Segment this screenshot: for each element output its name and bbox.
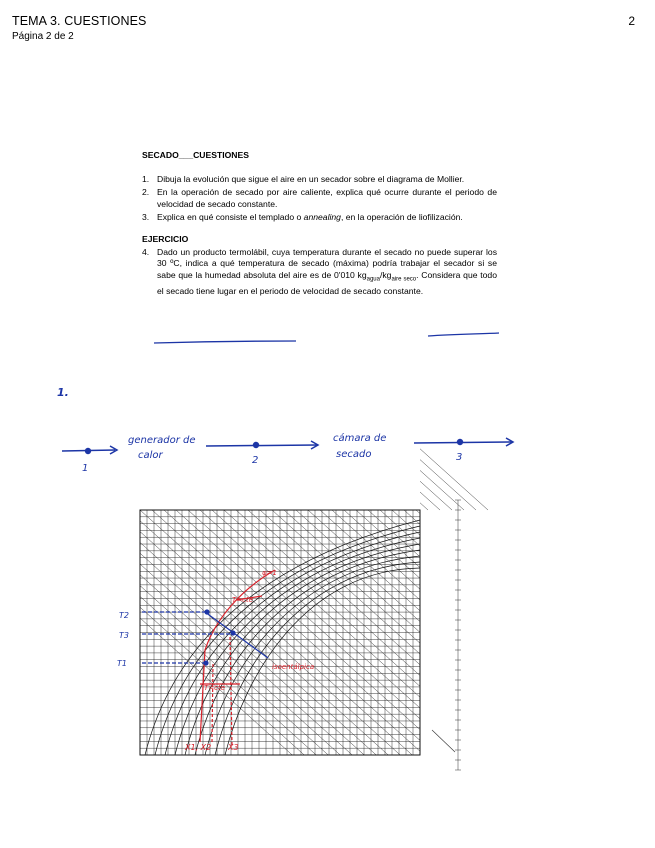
state-point bbox=[203, 660, 208, 665]
answer-number: 1. bbox=[57, 386, 69, 399]
mollier-diagram-image bbox=[132, 449, 488, 772]
state-point bbox=[253, 442, 259, 448]
underline-mark bbox=[154, 341, 296, 343]
exercise-text-part: . Considera que todo el secado tiene lugar en el periodo de velocidad de secado constante. bbox=[157, 269, 497, 297]
question-number: 3. bbox=[142, 212, 150, 223]
question-text: Dibuja la evolución que sigue el aire en un secador sobre el diagrama de Mollier. bbox=[157, 173, 465, 184]
page-header-title: TEMA 3. CUESTIONES bbox=[12, 14, 147, 28]
process-flow-diagram bbox=[62, 432, 513, 474]
question-text-part: , en la operación de liofilización. bbox=[340, 212, 463, 223]
state-label: 1 bbox=[82, 463, 89, 474]
page-indicator: Página 2 de 2 bbox=[12, 31, 74, 42]
exercise-title: EJERCICIO bbox=[142, 233, 189, 244]
section-title: SECADO___CUESTIONES bbox=[142, 150, 249, 160]
process-label: isoentálpica bbox=[272, 663, 315, 671]
red-label: φ=1 bbox=[262, 569, 277, 577]
question-text: En la operación de secado por aire caliente, explica qué ocurre durante el periodo de velocidad de secado constante. bbox=[157, 187, 497, 209]
flow-arrow bbox=[206, 445, 317, 446]
state-label: 2 bbox=[252, 455, 259, 466]
flow-label: cámara de bbox=[333, 433, 387, 444]
exercise-number: 4. bbox=[142, 246, 150, 257]
temperature-label: T2 bbox=[119, 611, 129, 620]
temperature-label: T3 bbox=[119, 631, 129, 640]
flow-label: calor bbox=[138, 450, 163, 461]
red-label: T=cte bbox=[232, 596, 254, 604]
state-label: 3 bbox=[456, 452, 463, 463]
flow-label: secado bbox=[336, 449, 372, 460]
unit-subscript: aire seco bbox=[391, 276, 417, 283]
question-text-emphasis: annealing bbox=[303, 212, 341, 223]
flow-label: generador de bbox=[128, 435, 196, 446]
red-label: T=cte bbox=[204, 684, 226, 692]
unit-text: /kg bbox=[379, 269, 392, 280]
page-number: 2 bbox=[628, 14, 635, 28]
x-label: X3 bbox=[228, 743, 239, 752]
exercise-text-part: Dado un producto termolábil, cuya temperatura durante el secado no puede superar los 30 ºC, indica a qué temperatura de secado (máxima) podría trabajar el secador si se sabe que la humedad absoluta del aire es de 0'010 kg bbox=[157, 246, 497, 280]
x-label: X1, X2 bbox=[185, 743, 212, 752]
unit-subscript: agua bbox=[366, 276, 380, 283]
question-number: 2. bbox=[142, 187, 150, 198]
state-point bbox=[85, 448, 91, 454]
underline-mark bbox=[428, 333, 499, 336]
temperature-label: T1 bbox=[117, 659, 127, 668]
state-point bbox=[230, 630, 235, 635]
state-point bbox=[457, 439, 463, 445]
state-point bbox=[204, 609, 209, 614]
question-text-part: Explica en qué consiste el templado o bbox=[157, 212, 304, 223]
question-number: 1. bbox=[142, 173, 150, 184]
